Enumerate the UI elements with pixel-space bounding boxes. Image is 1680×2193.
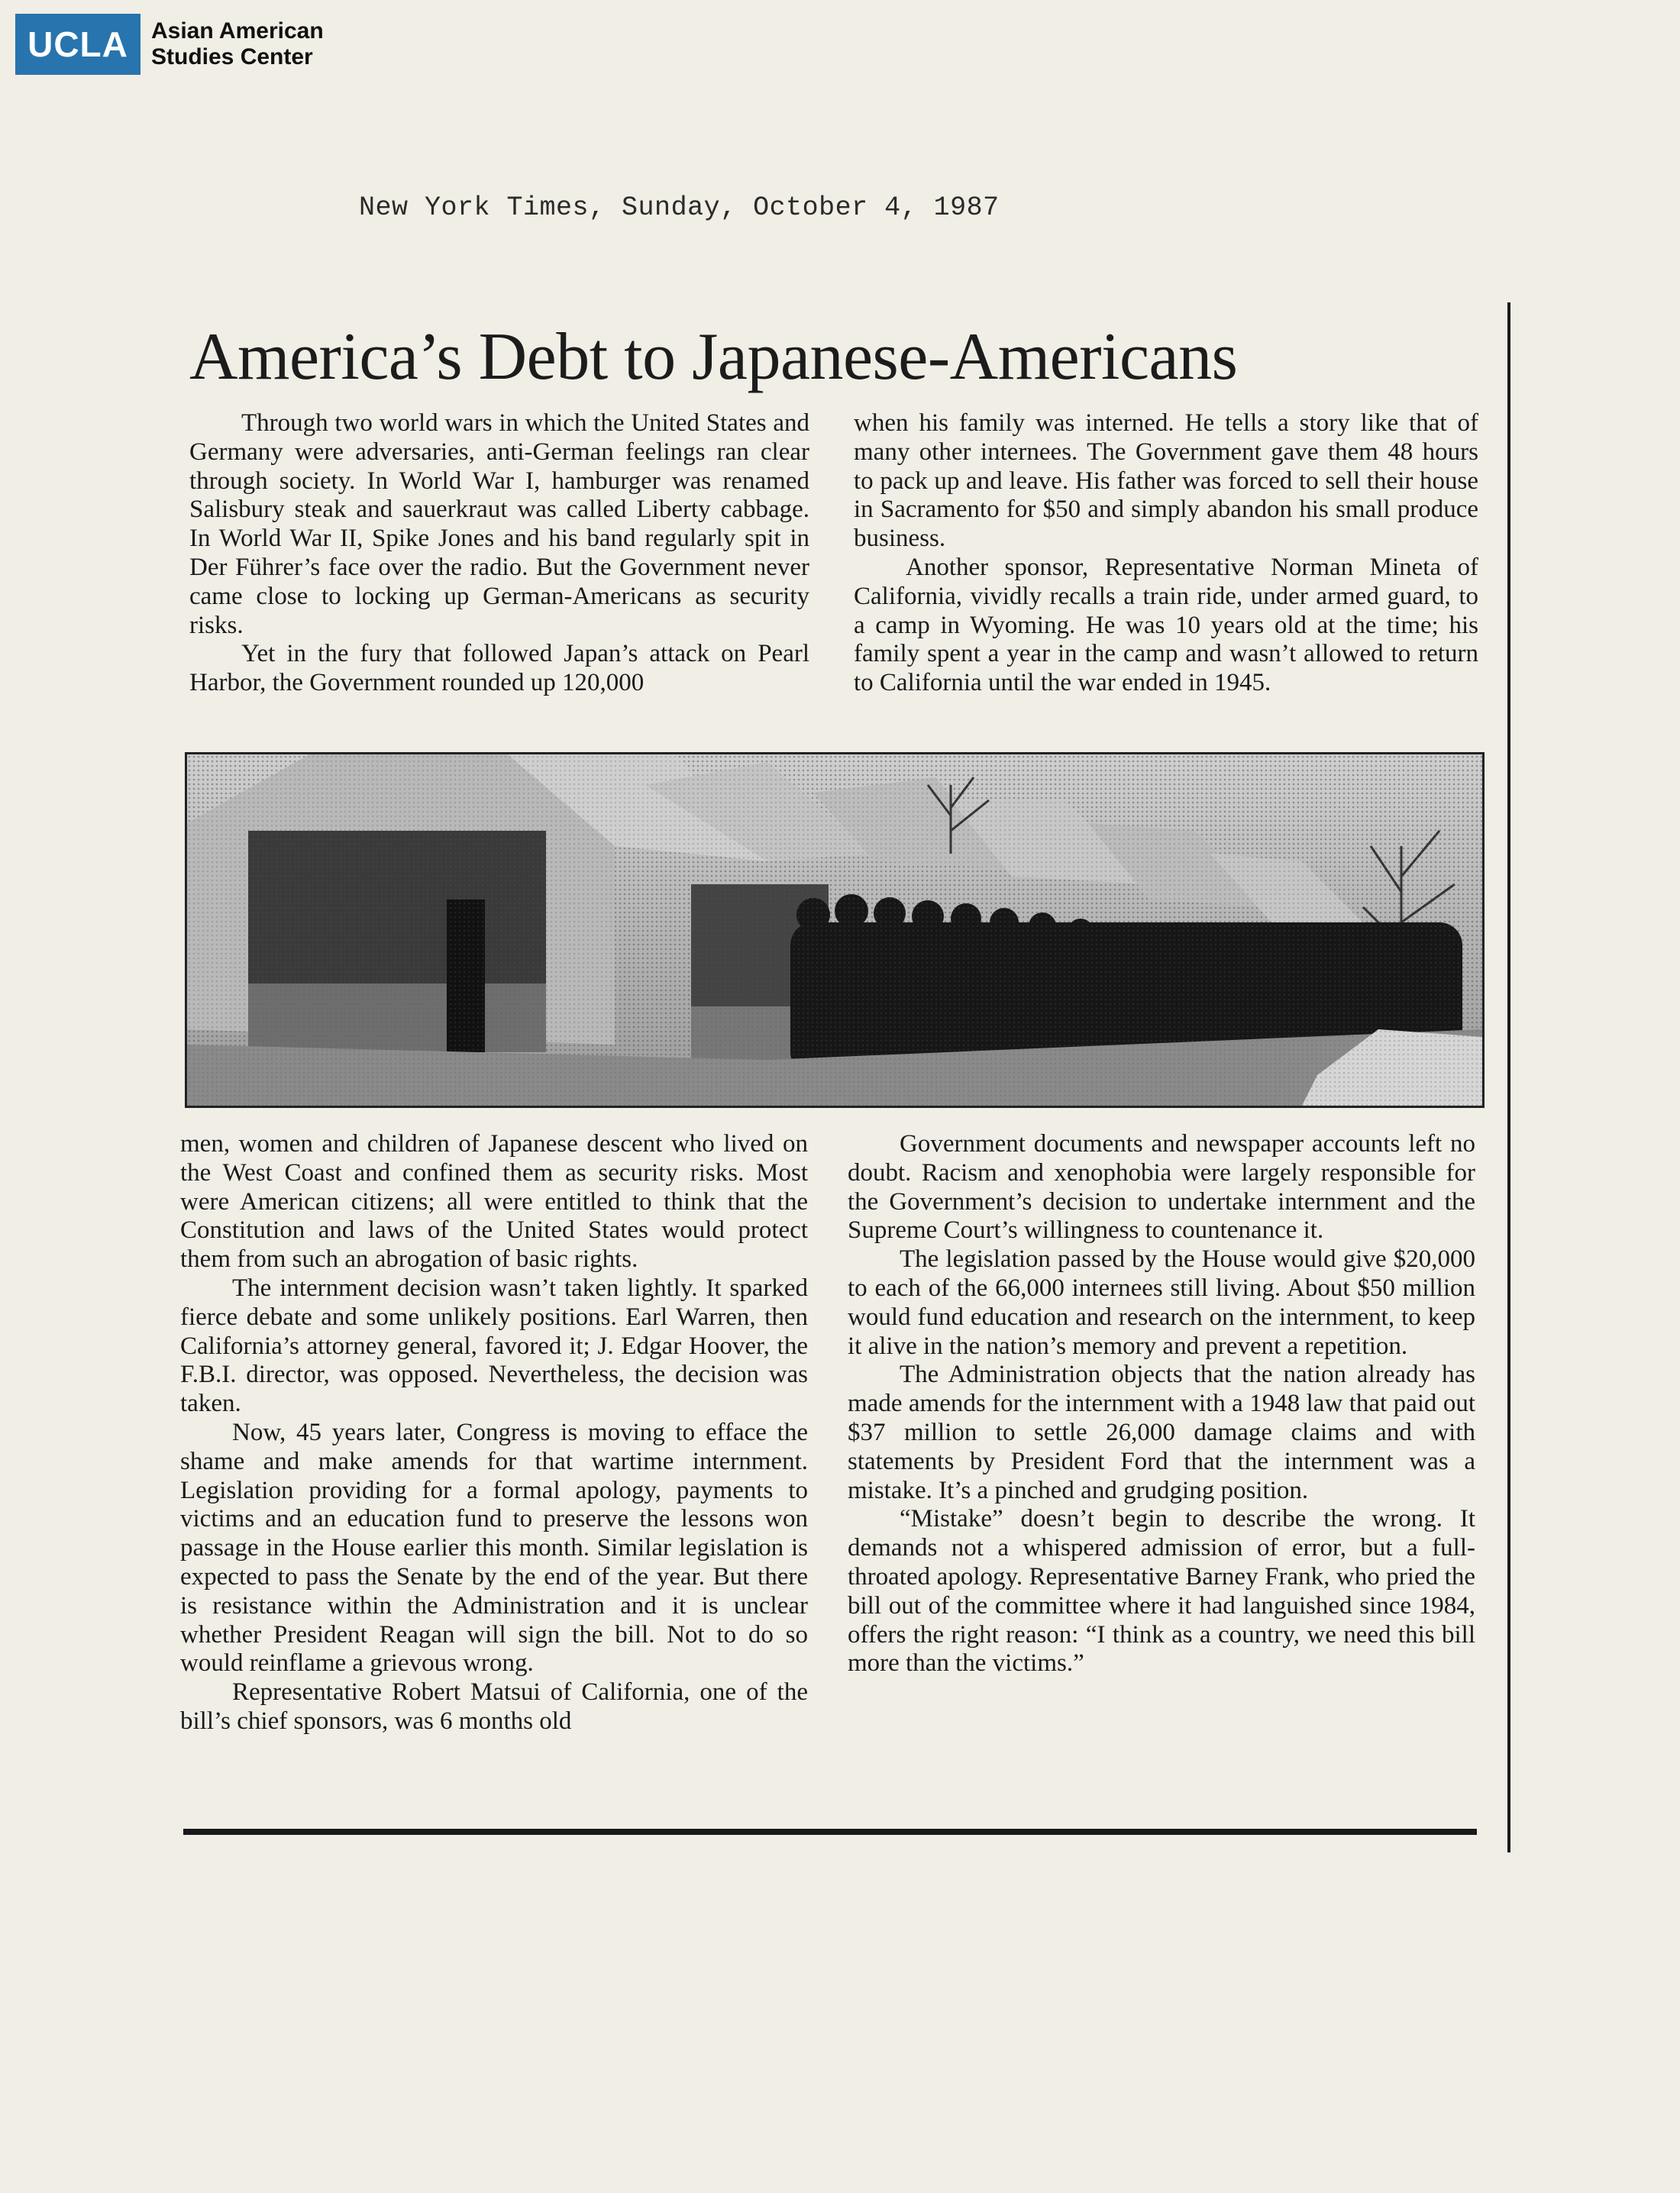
column-rule (1507, 302, 1510, 1852)
internment-camp-photo (185, 752, 1485, 1108)
dateline: New York Times, Sunday, October 4, 1987 (359, 192, 1000, 223)
paragraph: The legislation passed by the House would give $20,000 to each of the 66,000 internees still living. About $50 million would fund education and research on the internment, to keep it alive in the nation’s memory and prevent a repetition. (848, 1245, 1475, 1360)
paragraph: “Mistake” doesn’t begin to describe the wrong. It demands not a whispered admission of error, but a full-throated apology. Representative Barney Frank, who pried the bill out of the committee where it had languished since 1984, offers the right reason: “I think as a country, we need this bill more than the victims.” (848, 1505, 1475, 1678)
paragraph: Now, 45 years later, Congress is moving to efface the shame and make amends for that wartime internment. Legislation providing for a formal apology, payments to victims and an education fund to preserve the lessons won passage in the House earlier this month. Similar legislation is expected to pass the Senate by the end of the year. But there is resistance within the Administration and it is unclear whether President Reagan will sign the bill. Not to do so would reinflame a grievous wrong. (180, 1418, 808, 1678)
headline: America’s Debt to Japanese-Americans (189, 320, 1238, 394)
paragraph: Another sponsor, Representative Norman Mineta of California, vividly recalls a train ride, under armed guard, to a camp in Wyoming. He was 10 years old at the time; his family spent a year in the camp and wasn’t allowed to return to California until the war ended in 1945. (854, 553, 1478, 697)
article-column-1 (189, 409, 809, 698)
logo-line-1: Asian American (151, 18, 324, 44)
logo-caption (151, 18, 324, 70)
paragraph: The Administration objects that the nation already has made amends for the internment with a 1948 law that paid out $37 million to settle 26,000 damage claims and with statements by President Ford that the internment was a mistake. It’s a pinched and grudging position. (848, 1361, 1475, 1504)
article-column-2 (854, 409, 1478, 698)
paragraph: The internment decision wasn’t taken lightly. It sparked fierce debate and some unlikely positions. Earl Warren, then California’s attorney general, favored it; J. Edgar Hoover, the F.B.I. director, was opposed. Nevertheless, the decision was taken. (180, 1274, 808, 1418)
article-column-3 (180, 1130, 808, 1736)
article-column-4 (848, 1130, 1475, 1678)
bottom-rule (183, 1829, 1477, 1835)
logo-line-2: Studies Center (151, 44, 313, 69)
paragraph-continued: when his family was interned. He tells a story like that of many other internees. The Government gave them 48 hours to pack up and leave. His father was forced to sell their house in Sacramento for $50 and simply abandon his small produce business. (854, 409, 1478, 553)
ucla-logo (15, 14, 324, 75)
paragraph-continued: men, women and children of Japanese descent who lived on the West Coast and confined them as security risks. Most were American citizens; all were entitled to think that the Constitution and laws of the United States would protect them from such an abrogation of basic rights. (180, 1130, 808, 1274)
paragraph: Yet in the fury that followed Japan’s attack on Pearl Harbor, the Government rounded up 120,000 (189, 640, 809, 697)
paragraph: Government documents and newspaper accounts left no doubt. Racism and xenophobia were largely responsible for the Government’s decision to undertake internment and the Supreme Court’s willingness to countenance it. (848, 1130, 1475, 1245)
paragraph: Through two world wars in which the United States and Germany were adversaries, anti-German feelings ran clear through society. In World War I, hamburger was renamed Salisbury steak and sauerkraut was called Liberty cabbage. In World War II, Spike Jones and his band regularly spit in Der Führer’s face over the radio. But the Government never came close to locking up German-Americans as security risks. (189, 409, 809, 639)
paragraph: Representative Robert Matsui of California, one of the bill’s chief sponsors, was 6 months old (180, 1678, 808, 1735)
ucla-logo-mark: UCLA (15, 14, 141, 75)
